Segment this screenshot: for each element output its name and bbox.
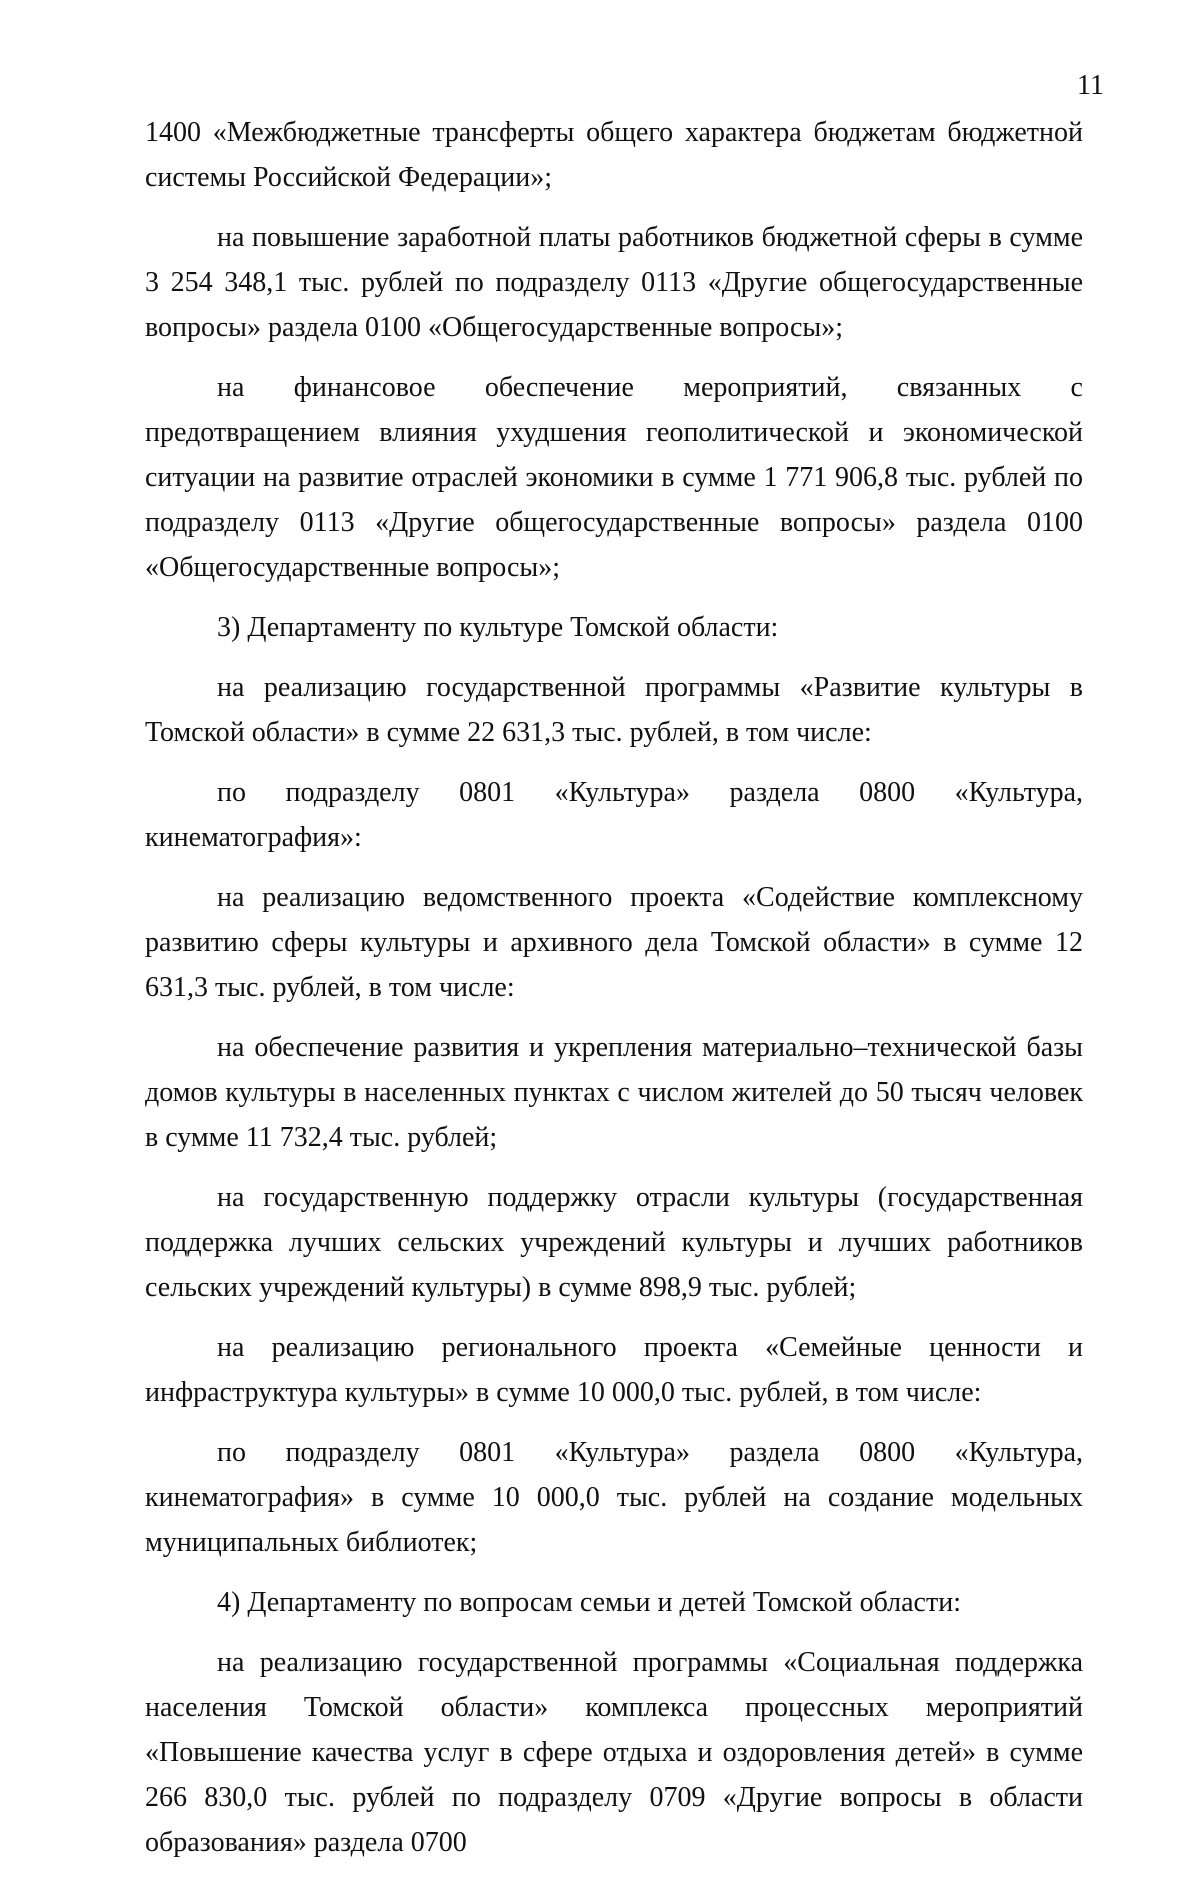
paragraph: по подразделу 0801 «Культура» раздела 0800 «Культура, кинематография» в сумме 10 000,0 тыс. рублей на создание модельных муниципальных библиотек; <box>145 1437 1083 1558</box>
document-body <box>145 110 1083 1880</box>
paragraph: на реализацию государственной программы «Развитие культуры в Томской области» в сумме 22 631,3 тыс. рублей, в том числе: <box>145 672 1083 748</box>
list-item-heading: 4) Департаменту по вопросам семьи и детей Томской области: <box>217 1587 961 1618</box>
paragraph: 1400 «Межбюджетные трансферты общего характера бюджетам бюджетной системы Российской Федерации»; <box>145 117 1083 193</box>
paragraph: на реализацию ведомственного проекта «Содействие комплексному развитию сферы культуры и архивного дела Томской области» в сумме 12 631,3 тыс. рублей, в том числе: <box>145 882 1083 1003</box>
list-item-heading: 3) Департаменту по культуре Томской области: <box>217 612 779 643</box>
paragraph: на государственную поддержку отрасли культуры (государственная поддержка лучших сельских учреждений культуры и лучших работников сельских учреждений культуры) в сумме 898,9 тыс. рублей; <box>145 1182 1083 1303</box>
page-number: 11 <box>1077 70 1104 101</box>
paragraph: на реализацию регионального проекта «Семейные ценности и инфраструктура культуры» в сумме 10 000,0 тыс. рублей, в том числе: <box>145 1332 1083 1408</box>
paragraph: на обеспечение развития и укрепления материально–технической базы домов культуры в населенных пунктах с числом жителей до 50 тысяч человек в сумме 11 732,4 тыс. рублей; <box>145 1032 1083 1153</box>
paragraph: по подразделу 0801 «Культура» раздела 0800 «Культура, кинематография»: <box>145 777 1083 853</box>
paragraph: на реализацию государственной программы «Социальная поддержка населения Томской области» комплекса процессных мероприятий «Повышение качества услуг в сфере отдыха и оздоровления детей» в сумме 266 830,0 тыс. рублей по подразделу 0709 «Другие вопросы в области образования» раздела 0700 <box>145 1647 1083 1858</box>
paragraph: на повышение заработной платы работников бюджетной сферы в сумме 3 254 348,1 тыс. рублей по подразделу 0113 «Другие общегосударственные вопросы» раздела 0100 «Общегосударственные вопросы»; <box>145 222 1083 343</box>
paragraph: на финансовое обеспечение мероприятий, связанных с предотвращением влияния ухудшения геополитической и экономической ситуации на развитие отраслей экономики в сумме 1 771 906,8 тыс. рублей по подразделу 0113 «Другие общегосударственные вопросы» раздела 0100 «Общегосударственные вопросы»; <box>145 372 1083 583</box>
